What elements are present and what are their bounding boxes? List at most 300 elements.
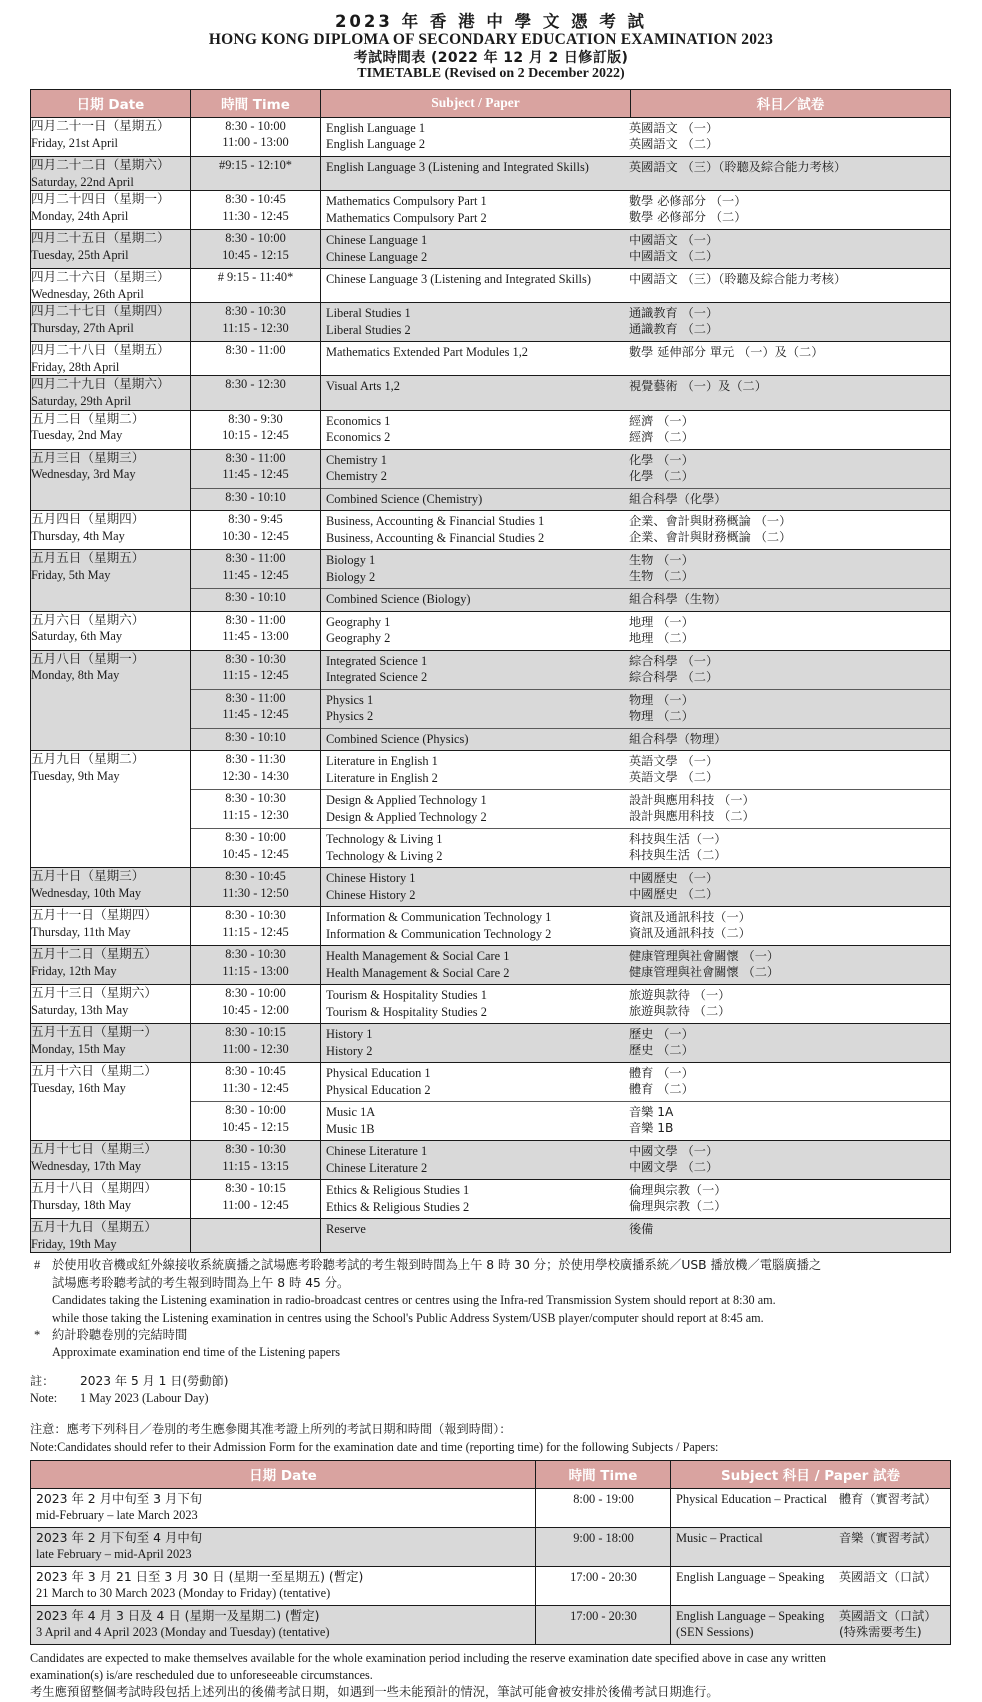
exam-paper-cell	[321, 689, 951, 728]
practical-date-english: mid-February – late March 2023	[36, 1508, 198, 1523]
paper-name-chinese: 體育 （二）	[629, 1082, 694, 1097]
exam-paper-cell	[321, 156, 951, 190]
practical-subject-chinese: 英國語文（口試）	[839, 1608, 937, 1623]
paper-name-chinese-group	[629, 450, 950, 488]
paper-name-chinese: 地理 （二）	[629, 630, 694, 645]
paper-name-english: Chemistry 2	[326, 469, 387, 484]
exam-date-english: Monday, 15th May	[31, 1041, 126, 1056]
exam-date-english: Tuesday, 2nd May	[31, 428, 123, 443]
paper-name-chinese-group	[629, 303, 950, 341]
exam-time-cell	[191, 985, 321, 1024]
exam-date-english: Thursday, 27th April	[31, 320, 134, 335]
paper-name-english: Liberal Studies 1	[326, 306, 411, 321]
paper-name-chinese: 物理 （二）	[629, 708, 694, 723]
table-row	[31, 303, 951, 342]
exam-time: 10:45 - 12:15	[222, 247, 289, 262]
paper-name-chinese: 音樂 1A	[629, 1105, 674, 1120]
exam-date-english: Wednesday, 17th May	[31, 1158, 142, 1173]
paper-name-english: Integrated Science 1	[326, 653, 428, 668]
exam-date-english: Saturday, 29th April	[31, 394, 132, 409]
practical-subject-chinese-group	[839, 1606, 950, 1644]
exam-time: 8:30 - 10:45	[225, 192, 286, 207]
paper-name-english: Economics 1	[326, 413, 391, 428]
practical-table-body	[31, 1488, 951, 1644]
paper-name-english-group	[321, 1063, 629, 1101]
exam-time: 11:45 - 12:45	[222, 567, 289, 582]
exam-time-cell	[191, 1063, 321, 1102]
paper-name-chinese: 中國歷史 （一）	[629, 871, 719, 886]
exam-time-cell	[191, 1141, 321, 1180]
paper-name-english: Combined Science (Biology)	[326, 592, 471, 607]
exam-date-english: Friday, 12th May	[31, 963, 117, 978]
practical-time-cell: 17:00 - 20:30	[536, 1605, 671, 1644]
exam-paper-cell	[321, 790, 951, 829]
exam-paper-cell	[321, 946, 951, 985]
table-row	[31, 650, 951, 689]
exam-time: 11:15 - 12:45	[222, 668, 289, 683]
exam-time: 11:15 - 12:45	[222, 924, 289, 939]
practical-subject-chinese-group	[839, 1567, 950, 1589]
practical-subject-chinese: (特殊需要考生)	[839, 1624, 922, 1639]
paper-name-english: Economics 2	[326, 430, 391, 445]
footnote-star-marker: *	[34, 1328, 41, 1343]
exam-date-chinese: 五月八日（星期一）	[31, 650, 145, 666]
footnote-star	[30, 1327, 950, 1362]
exam-time-cell	[191, 156, 321, 190]
paper-name-english-group	[321, 269, 629, 291]
title-english-sub: TIMETABLE (Revised on 2 December 2022)	[357, 66, 625, 82]
paper-name-chinese-group	[629, 230, 950, 268]
paper-name-chinese: 企業、會計與財務概論 （一）	[629, 514, 792, 529]
paper-name-chinese-group	[629, 489, 950, 511]
paper-name-english-group	[321, 651, 629, 689]
exam-date-chinese: 五月十日（星期三）	[31, 868, 145, 884]
exam-time: 8:30 - 10:45	[225, 869, 286, 884]
paper-name-english: Ethics & Religious Studies 2	[326, 1199, 470, 1214]
exam-time: 8:30 - 10:10	[225, 729, 286, 744]
paper-name-chinese: 旅遊與款待 （一）	[629, 988, 731, 1003]
paper-name-chinese: 組合科學（物理）	[629, 731, 727, 746]
paper-name-english-group	[321, 907, 629, 945]
paper-name-english: Visual Arts 1,2	[326, 379, 400, 394]
paper-name-english-group	[321, 411, 629, 449]
exam-time: 11:00 - 12:45	[222, 1197, 289, 1212]
exam-time-cell	[191, 650, 321, 689]
footer-en-line1: Candidates are expected to make themselves available for the whole examination period including the reserve examination date specified above in case any written	[30, 1650, 826, 1665]
paper-name-chinese-group	[629, 269, 950, 291]
exam-time-cell	[191, 1219, 321, 1253]
exam-paper-cell	[321, 1063, 951, 1102]
exam-time: 11:15 - 12:30	[222, 807, 289, 822]
exam-time: 10:15 - 12:45	[222, 428, 289, 443]
paper-name-chinese-group	[629, 342, 950, 364]
exam-time-cell	[191, 342, 321, 376]
exam-paper-cell	[321, 269, 951, 303]
exam-paper-cell	[321, 303, 951, 342]
exam-time-cell	[191, 946, 321, 985]
exam-time: 8:30 - 10:30	[225, 304, 286, 319]
paper-name-english: Mathematics Compulsory Part 2	[326, 210, 487, 225]
paper-name-chinese: 英語文學 （一）	[629, 754, 719, 769]
exam-time-cell	[191, 1102, 321, 1141]
paper-name-english-group	[321, 790, 629, 828]
paper-name-english: Technology & Living 1	[326, 832, 443, 847]
exam-date-cell	[31, 1141, 191, 1180]
paper-name-chinese-group	[629, 985, 950, 1023]
exam-date-chinese: 五月五日（星期五）	[31, 550, 145, 566]
paper-name-english-group	[321, 450, 629, 488]
exam-time: 11:00 - 12:30	[222, 1041, 289, 1056]
paper-name-english: Design & Applied Technology 2	[326, 809, 487, 824]
exam-date-cell	[31, 269, 191, 303]
exam-date-cell	[31, 611, 191, 650]
exam-paper-cell	[321, 511, 951, 550]
timetable-body	[31, 117, 951, 1253]
exam-date-cell	[31, 191, 191, 230]
table-row	[31, 985, 951, 1024]
exam-date-chinese: 四月二十八日（星期五）	[31, 342, 170, 358]
table-row	[31, 230, 951, 269]
paper-name-english: Chinese Language 2	[326, 249, 428, 264]
exam-paper-cell	[321, 907, 951, 946]
table-row	[31, 511, 951, 550]
paper-name-chinese: 數學 必修部分 （一）	[629, 194, 747, 209]
table-row	[31, 156, 951, 190]
exam-time: 10:30 - 12:45	[222, 528, 289, 543]
paper-name-chinese: 音樂 1B	[629, 1121, 674, 1136]
paper-name-chinese: 倫理與宗教（二）	[629, 1199, 727, 1214]
practical-oral-table	[30, 1460, 951, 1645]
note-admission-zh-text: 應考下列科目／卷別的考生應參閱其准考證上所列的考試日期和時間（報到時間）：	[66, 1422, 512, 1437]
exam-time-cell	[191, 1024, 321, 1063]
exam-time: 8:30 - 10:30	[225, 908, 286, 923]
paper-name-chinese-group	[629, 157, 950, 179]
exam-date-cell	[31, 376, 191, 410]
exam-time-cell	[191, 868, 321, 907]
exam-time: 8:30 - 11:00	[225, 551, 286, 566]
exam-paper-cell	[321, 650, 951, 689]
note-admission-en-label: Note:	[30, 1439, 58, 1454]
paper-name-chinese: 健康管理與社會關懷 （二）	[629, 965, 780, 980]
exam-date-chinese: 四月二十九日（星期六）	[31, 376, 170, 392]
exam-time-cell	[191, 511, 321, 550]
exam-date-english: Tuesday, 25th April	[31, 247, 129, 262]
exam-time: 8:30 - 10:15	[225, 1181, 286, 1196]
paper-name-chinese: 經濟 （一）	[629, 413, 694, 428]
paper-name-chinese-group	[629, 1102, 950, 1140]
col-header-time: 時間 Time	[191, 89, 321, 117]
paper-name-chinese: 中國文學 （一）	[629, 1144, 719, 1159]
paper-name-english: Combined Science (Physics)	[326, 731, 469, 746]
paper-name-english: Tourism & Hospitality Studies 2	[326, 1004, 487, 1019]
paper-name-english-group	[321, 985, 629, 1023]
exam-date-english: Thursday, 4th May	[31, 528, 125, 543]
paper-name-chinese: 企業、會計與財務概論 （二）	[629, 530, 792, 545]
paper-name-chinese: 科技與生活（二）	[629, 848, 727, 863]
exam-time-cell	[191, 790, 321, 829]
exam-time-cell	[191, 550, 321, 589]
footnote-hash-zh-line1: 於使用收音機或紅外線接收系統廣播之試場應考聆聽考試的考生報到時間為上午 8 時 30 分；於使用學校廣播系統／USB 播放機／電腦廣播之	[52, 1258, 822, 1273]
footer-zh: 考生應預留整個考試時段包括上述列出的後備考試日期，如遇到一些未能預計的情況，筆試可能會被安排於後備考試日期進行。	[30, 1685, 719, 1700]
table-row	[31, 449, 951, 488]
footer-en-line2: examination(s) is/are rescheduled due to unforeseeable circumstances.	[30, 1667, 373, 1682]
exam-time: 11:45 - 12:45	[222, 707, 289, 722]
paper-name-chinese-group	[629, 1180, 950, 1218]
paper-name-chinese-group	[629, 376, 950, 398]
paper-name-english-group	[321, 589, 629, 611]
paper-name-chinese: 設計與應用科技 （二）	[629, 809, 755, 824]
paper-name-chinese-group	[629, 411, 950, 449]
col2-header-date: 日期 Date	[31, 1460, 536, 1488]
paper-name-chinese: 設計與應用科技 （一）	[629, 793, 755, 808]
paper-name-english-group	[321, 157, 629, 179]
exam-date-english: Friday, 28th April	[31, 359, 120, 374]
practical-table-row	[31, 1605, 951, 1644]
exam-time: 8:30 - 10:10	[225, 489, 286, 504]
exam-paper-cell	[321, 410, 951, 449]
exam-paper-cell	[321, 550, 951, 589]
table-row	[31, 269, 951, 303]
exam-date-chinese: 五月十五日（星期一）	[31, 1024, 157, 1040]
exam-time: 11:30 - 12:50	[222, 885, 289, 900]
paper-name-english: Mathematics Compulsory Part 1	[326, 194, 487, 209]
paper-name-english: Chinese History 2	[326, 887, 416, 902]
paper-name-english: Business, Accounting & Financial Studies 1	[326, 514, 545, 529]
paper-name-chinese: 中國歷史 （二）	[629, 887, 719, 902]
exam-time: 11:30 - 12:45	[222, 208, 289, 223]
table-row	[31, 907, 951, 946]
exam-date-english: Thursday, 11th May	[31, 924, 131, 939]
paper-name-chinese: 歷史 （二）	[629, 1043, 694, 1058]
practical-subject-cell	[671, 1566, 951, 1605]
exam-date-chinese: 五月十六日（星期二）	[31, 1063, 157, 1079]
title-chinese-main: 2023 年 香 港 中 學 文 憑 考 試	[334, 12, 648, 31]
exam-time: 8:30 - 10:00	[225, 1103, 286, 1118]
exam-time-cell	[191, 449, 321, 488]
exam-time: 11:30 - 12:45	[222, 1080, 289, 1095]
table-row	[31, 191, 951, 230]
footnote-hash-marker: #	[34, 1258, 41, 1273]
exam-time: 10:45 - 12:15	[222, 1119, 289, 1134]
paper-name-chinese: 中國語文 （二）	[629, 249, 719, 264]
exam-date-cell	[31, 511, 191, 550]
paper-name-english-group	[321, 118, 629, 156]
exam-date-chinese: 四月二十五日（星期二）	[31, 230, 170, 246]
paper-name-chinese: 資訊及通訊科技（一）	[629, 910, 751, 925]
paper-name-english-group	[321, 550, 629, 588]
exam-time: 8:30 - 11:30	[225, 752, 286, 767]
col-header-subject: Subject / Paper	[321, 89, 631, 117]
paper-name-english-group	[321, 946, 629, 984]
paper-name-chinese-group	[629, 511, 950, 549]
practical-time-cell: 9:00 - 18:00	[536, 1527, 671, 1566]
paper-name-english: Chinese Language 1	[326, 233, 428, 248]
practical-subject-cell	[671, 1488, 951, 1527]
paper-name-english: Chemistry 1	[326, 452, 387, 467]
paper-name-english-group	[321, 376, 629, 398]
paper-name-english-group	[321, 729, 629, 751]
exam-date-chinese: 五月十二日（星期五）	[31, 946, 157, 962]
paper-name-english: Music 1A	[326, 1105, 376, 1120]
paper-name-chinese: 組合科學（生物）	[629, 592, 727, 607]
paper-name-english: English Language 2	[326, 137, 426, 152]
paper-name-english: Information & Communication Technology 2	[326, 926, 552, 941]
exam-date-cell	[31, 907, 191, 946]
paper-name-chinese-group	[629, 550, 950, 588]
exam-date-chinese: 四月二十六日（星期三）	[31, 269, 170, 285]
paper-name-chinese: 化學 （一）	[629, 452, 694, 467]
paper-name-english: English Language 3 (Listening and Integrated Skills)	[326, 159, 589, 174]
exam-date-chinese: 四月二十二日（星期六）	[31, 156, 170, 172]
exam-date-chinese: 五月十九日（星期五）	[31, 1219, 157, 1235]
exam-time: 8:30 - 10:30	[225, 651, 286, 666]
paper-name-english: Ethics & Religious Studies 1	[326, 1183, 470, 1198]
exam-time: 8:30 - 9:45	[228, 512, 283, 527]
exam-date-english: Saturday, 22nd April	[31, 174, 134, 189]
exam-time: 11:15 - 13:15	[222, 1158, 289, 1173]
exam-time-cell	[191, 303, 321, 342]
practical-subject-english: English Language – Speaking	[676, 1608, 825, 1623]
practical-date-chinese: 2023 年 4 月 3 日及 4 日 (星期一及星期二) (暫定)	[36, 1607, 320, 1623]
paper-name-chinese-group	[629, 191, 950, 229]
paper-name-english-group	[321, 868, 629, 906]
practical-subject-cell	[671, 1605, 951, 1644]
exam-date-english: Wednesday, 26th April	[31, 286, 144, 301]
exam-date-cell	[31, 117, 191, 156]
paper-name-chinese: 生物 （一）	[629, 553, 694, 568]
exam-date-chinese: 五月十七日（星期三）	[31, 1141, 157, 1157]
paper-name-english: Health Management & Social Care 2	[326, 965, 510, 980]
footnotes-block	[30, 1257, 950, 1361]
exam-date-cell	[31, 946, 191, 985]
paper-name-english: Chinese Literature 1	[326, 1144, 428, 1159]
exam-time: 8:30 - 11:00	[225, 450, 286, 465]
paper-name-chinese: 數學 必修部分 （二）	[629, 210, 747, 225]
practical-date-english: late February – mid-April 2023	[36, 1547, 192, 1562]
exam-date-english: Monday, 8th May	[31, 668, 120, 683]
paper-name-chinese: 物理 （一）	[629, 692, 694, 707]
exam-date-english: Wednesday, 3rd May	[31, 467, 136, 482]
paper-name-english-group	[321, 690, 629, 728]
table-row	[31, 1063, 951, 1102]
paper-name-chinese-group	[629, 907, 950, 945]
table-row	[31, 410, 951, 449]
exam-date-chinese: 四月二十四日（星期一）	[31, 191, 170, 207]
exam-time: 10:45 - 12:45	[222, 846, 289, 861]
table-row	[31, 946, 951, 985]
paper-name-english: Information & Communication Technology 1	[326, 910, 552, 925]
paper-name-english-group	[321, 1219, 629, 1241]
exam-time: 8:30 - 9:30	[228, 411, 283, 426]
paper-name-chinese-group	[629, 868, 950, 906]
exam-date-chinese: 五月十八日（星期四）	[31, 1180, 157, 1196]
exam-time: 8:30 - 11:00	[225, 612, 286, 627]
paper-name-chinese: 綜合科學 （一）	[629, 653, 719, 668]
footnote-hash-en-line2: while those taking the Listening examination in centres using the School's Public Address System/USB player/computer should report at 8:45 am.	[52, 1310, 764, 1325]
paper-name-english: Literature in English 1	[326, 754, 438, 769]
practical-subject-english: (SEN Sessions)	[676, 1625, 754, 1640]
paper-name-english: Chinese Language 3 (Listening and Integrated Skills)	[326, 272, 591, 287]
exam-date-cell	[31, 868, 191, 907]
practical-date-chinese: 2023 年 3 月 21 日至 3 月 30 日 (星期一至星期五) (暫定)	[36, 1568, 364, 1584]
exam-time: 12:30 - 14:30	[222, 768, 289, 783]
paper-name-english-group	[321, 191, 629, 229]
exam-date-chinese: 五月六日（星期六）	[31, 611, 145, 627]
exam-date-chinese: 五月十三日（星期六）	[31, 985, 157, 1001]
practical-subject-english: English Language – Speaking	[676, 1569, 825, 1584]
exam-date-english: Friday, 21st April	[31, 135, 118, 150]
paper-name-chinese-group	[629, 589, 950, 611]
paper-name-english-group	[321, 751, 629, 789]
paper-name-english: Geography 1	[326, 614, 391, 629]
paper-name-english: Combined Science (Chemistry)	[326, 491, 483, 506]
exam-time-cell	[191, 191, 321, 230]
exam-time-cell	[191, 376, 321, 410]
practical-table-row	[31, 1527, 951, 1566]
paper-name-english: Physics 1	[326, 692, 374, 707]
exam-date-chinese: 四月二十一日（星期五）	[31, 117, 170, 133]
paper-name-english-group	[321, 230, 629, 268]
exam-time-cell	[191, 689, 321, 728]
paper-name-chinese-group	[629, 118, 950, 156]
exam-time: #9:15 - 12:10*	[219, 157, 292, 172]
exam-time-cell	[191, 117, 321, 156]
table-row	[31, 1180, 951, 1219]
table-row	[31, 868, 951, 907]
exam-time: 8:30 - 12:30	[225, 377, 286, 392]
exam-paper-cell	[321, 117, 951, 156]
note-admission-en-text: Candidates should refer to their Admission Form for the examination date and time (reporting time) for the following Subjects / Papers:	[57, 1439, 719, 1454]
practical-table-row	[31, 1566, 951, 1605]
practical-table-row	[31, 1488, 951, 1527]
exam-time: # 9:15 - 11:40*	[217, 270, 294, 285]
timetable-header-row	[31, 89, 951, 117]
exam-time-cell	[191, 488, 321, 511]
paper-name-english: Biology 1	[326, 553, 376, 568]
practical-subject-chinese-group	[839, 1528, 950, 1550]
paper-name-chinese: 歷史 （一）	[629, 1027, 694, 1042]
paper-name-english-group	[321, 342, 629, 364]
paper-name-english: Liberal Studies 2	[326, 322, 411, 337]
paper-name-chinese: 化學 （二）	[629, 468, 694, 483]
exam-date-cell	[31, 156, 191, 190]
paper-name-english: Design & Applied Technology 1	[326, 793, 487, 808]
paper-name-chinese: 健康管理與社會關懷 （一）	[629, 949, 780, 964]
paper-name-chinese-group	[629, 946, 950, 984]
exam-date-cell	[31, 985, 191, 1024]
practical-subject-english-group	[671, 1528, 839, 1550]
exam-paper-cell	[321, 985, 951, 1024]
paper-name-chinese: 旅遊與款待 （二）	[629, 1004, 731, 1019]
note-labour-en-text: 1 May 2023 (Labour Day)	[80, 1391, 209, 1406]
paper-name-chinese: 地理 （一）	[629, 614, 694, 629]
exam-paper-cell	[321, 449, 951, 488]
table-row	[31, 1219, 951, 1253]
paper-name-english: Literature in English 2	[326, 770, 438, 785]
exam-date-chinese: 五月二日（星期二）	[31, 410, 145, 426]
paper-name-chinese: 後備	[629, 1222, 654, 1237]
paper-name-english: Physical Education 1	[326, 1066, 431, 1081]
paper-name-english: Technology & Living 2	[326, 848, 443, 863]
exam-paper-cell	[321, 589, 951, 612]
paper-name-english: History 2	[326, 1043, 373, 1058]
exam-date-english: Friday, 5th May	[31, 567, 111, 582]
paper-name-english: Physics 2	[326, 709, 374, 724]
exam-date-english: Thursday, 18th May	[31, 1197, 132, 1212]
exam-date-english: Saturday, 6th May	[31, 629, 123, 644]
exam-time: 11:15 - 13:00	[222, 963, 289, 978]
paper-name-english: Health Management & Social Care 1	[326, 949, 510, 964]
